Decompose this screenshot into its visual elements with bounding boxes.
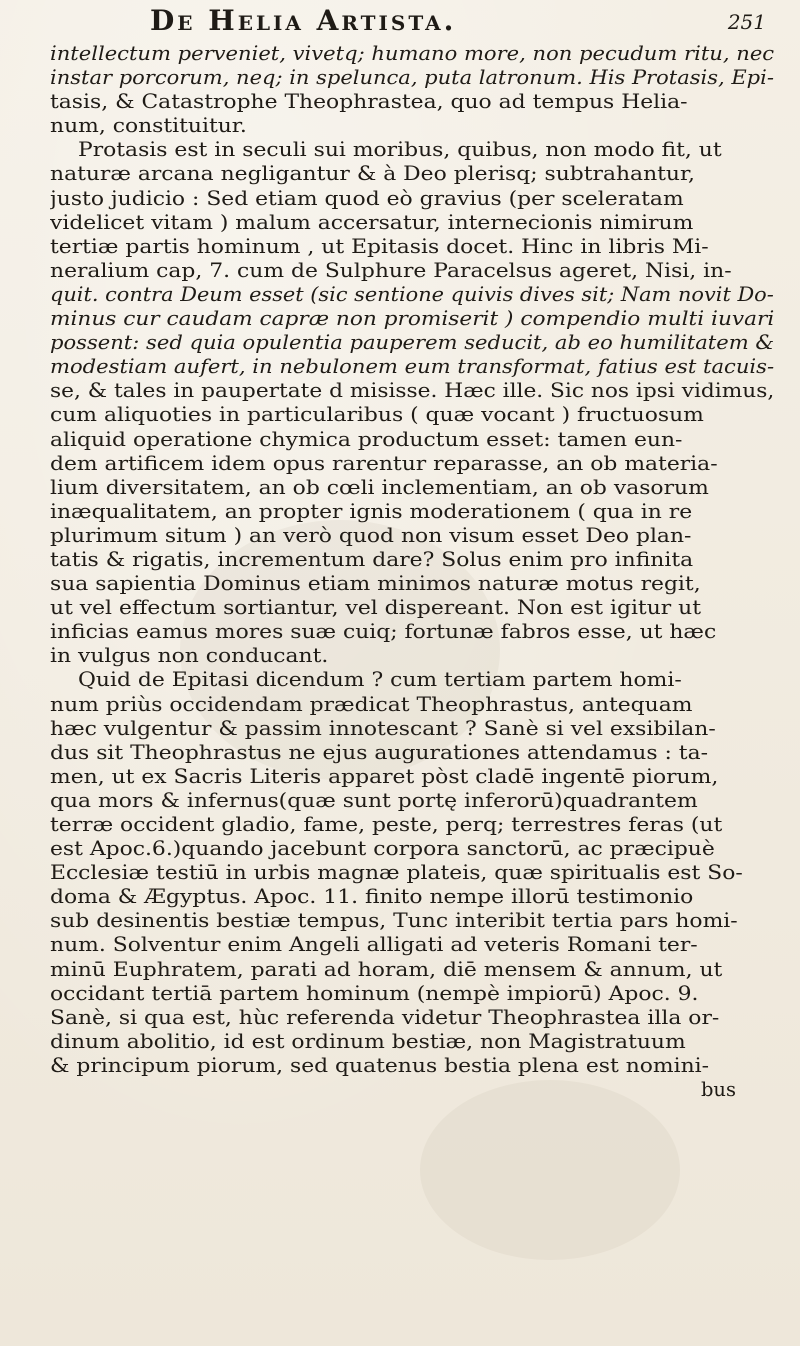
text-line: qua mors & infernus(quæ sunt portę inferorū)quadrantem xyxy=(50,788,698,812)
text-line: Ecclesiæ testiū in urbis magnæ plateis, quæ spiritualis est So- xyxy=(50,861,743,885)
running-head xyxy=(50,4,774,42)
text-line: quit. contra Deum esset (sic sentione quivis dives sit; Nam novit Do- xyxy=(50,282,774,306)
text-line: dinum abolitio, id est ordinum bestiæ, non Magistratuum xyxy=(50,1029,686,1053)
text-line: intellectum perveniet, vivetq; humano more, non pecudum ritu, nec xyxy=(50,42,774,65)
text-line: tertiæ partis hominum , ut Epitasis docet. Hinc in libris Mi- xyxy=(50,234,709,258)
body-text xyxy=(50,42,774,1078)
text-line: in vulgus non conducant. xyxy=(50,644,329,668)
text-line: minus cur caudam capræ non promiserit ) compendio multi iuvari xyxy=(50,307,774,331)
text-line: terræ occident gladio, fame, peste, perq; terrestres feras (ut xyxy=(50,813,723,836)
text-line: & principum piorum, sed quatenus bestia plena est nomini- xyxy=(50,1053,710,1077)
text-line: modestiam aufert, in nebulonem eum transformat, fatius est tacuis- xyxy=(50,355,774,379)
text-line: inæqualitatem, an propter ignis moderationem ( qua in re xyxy=(50,499,693,523)
text-line: aliquid operatione chymica productum esset: tamen eun- xyxy=(50,427,683,451)
text-line: men, ut ex Sacris Literis apparet pòst cladē ingentē piorum, xyxy=(50,764,719,788)
text-line: cum aliquoties in particularibus ( quæ vocant ) fructuosum xyxy=(50,403,704,427)
text-line: hæc vulgentur & passim innotescant ? Sanè si vel exsibilan- xyxy=(50,716,716,740)
text-line: dus sit Theophrastus ne ejus augurationes attendamus : ta- xyxy=(50,740,708,764)
text-line: doma & Ægyptus. Apoc. 11. finito nempe illorū testimonio xyxy=(50,885,694,909)
text-line: videlicet vitam ) malum accersatur, internecionis nimirum xyxy=(50,210,694,234)
text-line: naturæ arcana negligantur & à Deo plerisq; subtrahantur, xyxy=(50,162,695,186)
text-line: num priùs occidendam prædicat Theophrastus, antequam xyxy=(50,692,693,716)
text-line: occidant tertiā partem hominum (nempè impiorū) Apoc. 9. xyxy=(50,981,699,1005)
text-line: justo judicio : Sed etiam quod eò gravius (per sceleratam xyxy=(50,186,684,210)
text-line: num. Solventur enim Angeli alligati ad veteris Romani ter- xyxy=(50,933,698,957)
paper-stain xyxy=(420,1080,680,1260)
running-title: De Helia Artista. xyxy=(150,4,457,37)
text-line: Sanè, si qua est, hùc referenda videtur Theophrastea illa or- xyxy=(50,1005,720,1029)
text-line: ut vel effectum sortiantur, vel dispereant. Non est igitur ut xyxy=(50,596,701,620)
text-line: lium diversitatem, an ob cœli inclementiam, an ob vasorum xyxy=(50,475,709,499)
text-line: tatis & rigatis, incrementum dare? Solus enim pro infinita xyxy=(50,547,694,571)
text-line: sua sapientia Dominus etiam minimos naturæ motus regit, xyxy=(50,572,701,596)
text-line: possent: sed quia opulentia pauperem seducit, ab eo humilitatem & xyxy=(50,331,774,355)
text-line: inficias eamus mores suæ cuiq; fortunæ fabros esse, ut hæc xyxy=(50,620,717,644)
text-line: plurimum situm ) an verò quod non visum esset Deo plan- xyxy=(50,523,692,547)
text-line: instar porcorum, neq; in spelunca, puta latronum. His Protasis, Epi- xyxy=(50,66,774,90)
text-line: Quid de Epitasi dicendum ? cum tertiam partem homi- xyxy=(78,668,682,692)
text-line: se, & tales in paupertate d misisse. Hæc ille. Sic nos ipsi vidimus, xyxy=(50,379,774,403)
text-line: Protasis est in seculi sui moribus, quibus, non modo fit, ut xyxy=(78,138,722,162)
text-line: tasis, & Catastrophe Theophrastea, quo ad tempus Helia- xyxy=(50,90,688,114)
text-line: minū Euphratem, parati ad horam, diē mensem & annum, ut xyxy=(50,957,723,981)
text-line: est Apoc.6.)quando jacebunt corpora sanctorū, ac præcipuè xyxy=(50,837,715,861)
page-number: 251 xyxy=(727,10,766,34)
text-line: neralium cap, 7. cum de Sulphure Paracelsus ageret, Nisi, in- xyxy=(50,258,732,282)
text-line: num, constituitur. xyxy=(50,114,247,138)
catchword: bus xyxy=(700,1078,736,1102)
text-line: dem artificem idem opus rarentur reparasse, an ob materia- xyxy=(50,451,718,475)
text-line: sub desinentis bestiæ tempus, Tunc interibit tertia pars homi- xyxy=(50,909,738,933)
